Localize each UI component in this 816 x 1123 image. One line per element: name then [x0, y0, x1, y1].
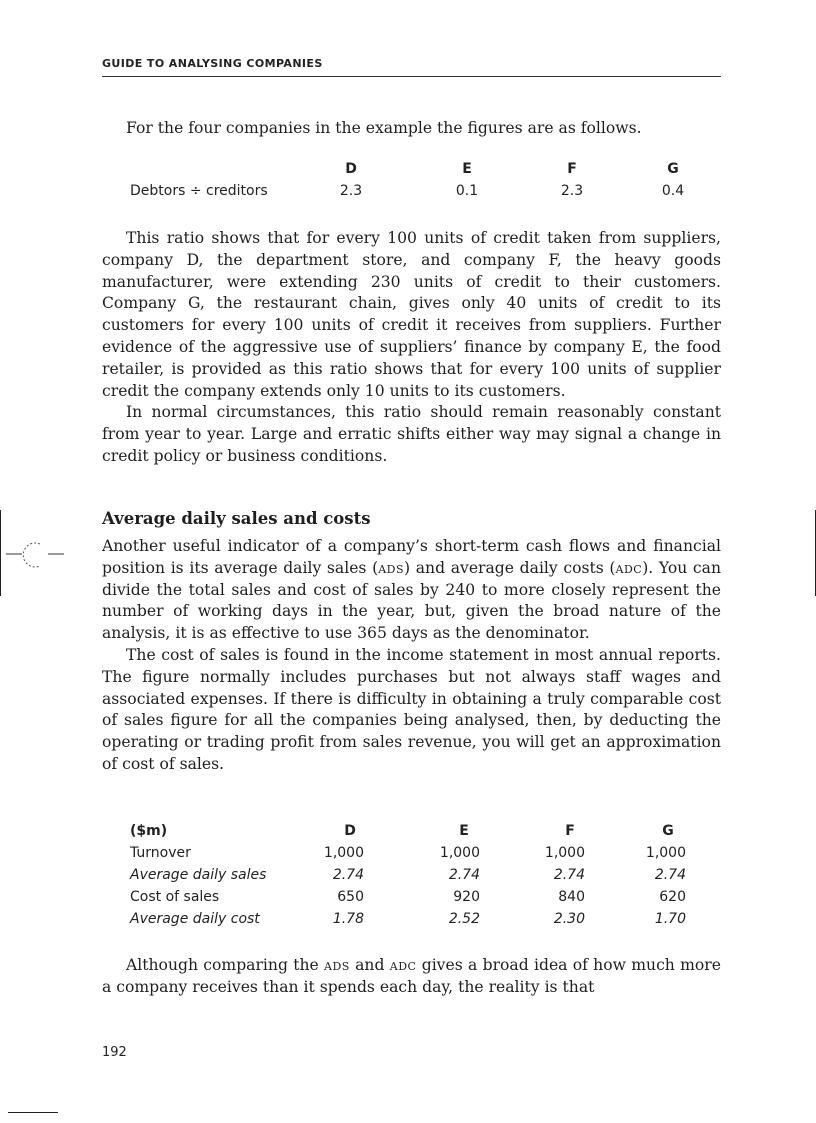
cell-g: 0.4: [661, 183, 685, 199]
page-number: 192: [102, 1045, 127, 1060]
column-header-f: F: [565, 823, 575, 839]
table-row: [130, 845, 730, 867]
cell-g: 2.74: [654, 867, 686, 883]
row-label: Average daily cost: [130, 911, 260, 927]
cell-g: 1,000: [645, 845, 686, 861]
cell-d: 650: [337, 889, 364, 905]
cell-e: 2.74: [448, 867, 480, 883]
cell-f: 2.3: [560, 183, 584, 199]
cell-f: 2.30: [553, 911, 585, 927]
column-header-g: G: [667, 161, 679, 177]
table-row: [130, 867, 730, 889]
table-row: [130, 911, 730, 933]
registration-mark-icon: [6, 538, 64, 572]
paragraph: Although comparing the ads and adc gives a broad idea of how much more a company receives than it spends each day, the reality is that: [102, 956, 721, 996]
row-label: Cost of sales: [130, 889, 220, 905]
cell-d: 2.74: [332, 867, 364, 883]
column-header-d: D: [344, 823, 356, 839]
cell-d: 1.78: [332, 911, 364, 927]
intro-line: For the four companies in the example the figures are as follows.: [126, 119, 642, 137]
body-text-block-2: [102, 536, 721, 776]
cell-f: 2.74: [553, 867, 585, 883]
header-rule: [102, 76, 721, 77]
cell-e: 2.52: [448, 911, 480, 927]
cell-d: 2.3: [339, 183, 363, 199]
section-heading: Average daily sales and costs: [102, 509, 371, 528]
column-header-d: D: [345, 161, 357, 177]
table-header-row: [130, 161, 730, 183]
paragraph: Another useful indicator of a company’s short-term cash flows and financial position is its average daily sales (ads) and average daily costs (adc). You can divide the total sales and cost of sales by 240 to more closely represent the number of working days in the year, but, given the broad nature of the analysis, it is as effective to use 365 days as the denominator.: [102, 537, 721, 643]
debtors-creditors-table: [130, 161, 730, 205]
cell-g: 620: [659, 889, 686, 905]
row-label: Average daily sales: [130, 867, 267, 883]
paragraph: In normal circumstances, this ratio should remain reasonably constant from year to year. Large and erratic shifts either way may signal a change in credit policy or business conditions.: [102, 403, 721, 465]
body-text-block-3: [102, 955, 721, 999]
column-header-e: E: [459, 823, 469, 839]
row-label: Turnover: [130, 845, 191, 861]
paragraph: The cost of sales is found in the income statement in most annual reports. The figure normally includes purchases but not always staff wages and associated expenses. If there is difficulty in obtaining a truly comparable cost of sales figure for all the companies being analysed, then, by deducting the operating or trading profit from sales revenue, you will get an approximation of cost of sales.: [102, 645, 721, 773]
sales-costs-table: [130, 823, 730, 933]
cell-f: 840: [558, 889, 585, 905]
unit-label: ($m): [130, 823, 168, 839]
paragraph: This ratio shows that for every 100 units of credit taken from suppliers, company D, the department store, and company F, the heavy goods manufacturer, were extending 230 units of credit to their customers. Company G, the restaurant chain, gives only 40 units of credit to its customers for every 100 units of credit it receives from suppliers. Further evidence of the aggressive use of suppliers’ finance by company E, the food retailer, is provided as this ratio shows that for every 100 units of supplier credit the company extends only 10 units to its customers.: [102, 229, 721, 400]
table-row: [130, 889, 730, 911]
body-text-block-1: [102, 228, 721, 468]
cell-e: 1,000: [439, 845, 480, 861]
cell-e: 920: [453, 889, 480, 905]
column-header-f: F: [567, 161, 577, 177]
crop-mark: [8, 1112, 58, 1113]
crop-mark: [0, 510, 1, 596]
running-head: GUIDE TO ANALYSING COMPANIES: [102, 57, 323, 70]
cell-g: 1.70: [654, 911, 686, 927]
row-label: Debtors ÷ creditors: [130, 183, 268, 199]
table-header-row: [130, 823, 730, 845]
cell-d: 1,000: [323, 845, 364, 861]
table-row: [130, 183, 730, 205]
cell-f: 1,000: [544, 845, 585, 861]
column-header-e: E: [462, 161, 472, 177]
cell-e: 0.1: [455, 183, 479, 199]
column-header-g: G: [662, 823, 674, 839]
